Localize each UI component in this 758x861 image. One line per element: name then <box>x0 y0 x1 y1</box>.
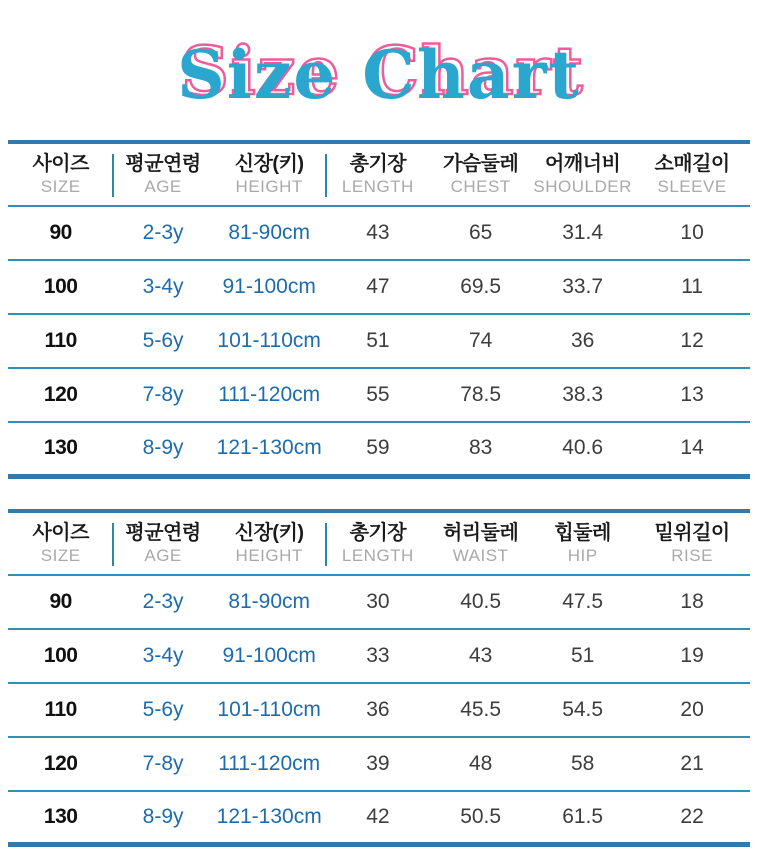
column-header-age <box>113 511 212 575</box>
cell-chest: 65 <box>468 221 493 244</box>
column-label-english: SIZE <box>40 177 81 196</box>
cell-length: 59 <box>366 436 390 460</box>
column-header-shoulder <box>531 142 634 206</box>
table-row-size-110 <box>8 314 750 368</box>
cell-waist: 50.5 <box>460 804 502 828</box>
column-header-size <box>8 142 113 206</box>
cell-length: 36 <box>366 697 390 721</box>
table-row-size-110 <box>8 683 750 737</box>
cell-hip: 58 <box>570 751 595 775</box>
cell-waist: 45.5 <box>460 697 502 721</box>
column-label-korean: 총기장 <box>349 521 407 544</box>
cell-rise: 19 <box>680 643 704 667</box>
cell-length: 55 <box>366 383 390 406</box>
cell-chest: 69.5 <box>460 275 502 298</box>
column-label-korean: 소매길이 <box>654 153 730 175</box>
cell-age: 2-3y <box>142 589 184 613</box>
cell-size: 100 <box>43 643 78 667</box>
header-row <box>8 511 750 575</box>
cell-hip: 51 <box>570 643 595 667</box>
cell-waist: 48 <box>468 751 493 775</box>
column-label-korean: 밑위길이 <box>654 521 730 544</box>
table-row-size-120 <box>8 368 750 422</box>
column-label-english: LENGTH <box>341 545 414 565</box>
cell-age: 7-8y <box>142 383 184 406</box>
column-label-english: AGE <box>144 545 182 565</box>
column-label-english: CHEST <box>450 177 511 196</box>
column-label-korean: 평균연령 <box>125 521 201 544</box>
column-header-height <box>213 142 326 206</box>
cell-height: 111-120cm <box>218 383 321 406</box>
column-label-korean: 가슴둘레 <box>442 153 519 175</box>
column-label-english: SIZE <box>40 545 81 565</box>
cell-length: 42 <box>366 804 390 828</box>
page-title: Size Chart Size Chart <box>177 42 581 108</box>
cell-age: 8-9y <box>142 804 184 828</box>
cell-hip: 47.5 <box>562 589 604 613</box>
cell-hip: 61.5 <box>562 804 604 828</box>
table-row-size-90 <box>8 575 750 629</box>
cell-rise: 22 <box>680 804 704 828</box>
column-label-korean: 사이즈 <box>32 153 89 175</box>
column-header-length <box>326 511 431 575</box>
table-row-size-100 <box>8 629 750 683</box>
cell-size: 130 <box>43 436 78 460</box>
cell-length: 39 <box>366 751 390 775</box>
cell-shoulder: 36 <box>570 329 595 352</box>
table-row-size-130 <box>8 791 750 845</box>
cell-size: 110 <box>44 697 77 721</box>
cell-height: 81-90cm <box>228 589 311 613</box>
cell-sleeve: 13 <box>680 383 704 406</box>
column-label-korean: 평균연령 <box>125 153 201 175</box>
cell-chest: 83 <box>468 436 493 460</box>
cell-height: 101-110cm <box>217 329 321 352</box>
size-tables <box>0 140 758 847</box>
column-label-korean: 신장(키) <box>234 521 304 544</box>
column-label-english: RISE <box>671 545 713 565</box>
column-label-korean: 총기장 <box>349 153 407 175</box>
cell-age: 3-4y <box>142 275 184 298</box>
cell-height: 91-100cm <box>222 275 316 298</box>
cell-rise: 21 <box>680 751 704 775</box>
bottoms-size-table <box>8 509 750 848</box>
cell-age: 2-3y <box>142 221 184 244</box>
cell-size: 130 <box>43 804 78 828</box>
cell-length: 51 <box>366 329 390 352</box>
column-label-english: HEIGHT <box>235 545 303 565</box>
column-header-size <box>8 511 113 575</box>
cell-size: 100 <box>43 275 78 298</box>
cell-height: 101-110cm <box>217 697 321 721</box>
column-header-age <box>113 142 212 206</box>
cell-age: 5-6y <box>142 329 184 352</box>
table-row-size-120 <box>8 737 750 791</box>
cell-length: 43 <box>366 221 390 244</box>
column-label-english: HIP <box>567 545 598 565</box>
cell-height: 91-100cm <box>222 643 316 667</box>
table-row-size-90 <box>8 206 750 260</box>
cell-size: 90 <box>49 221 72 244</box>
cell-sleeve: 11 <box>681 275 703 298</box>
cell-sleeve: 10 <box>680 221 704 244</box>
column-header-length <box>326 142 431 206</box>
column-header-sleeve <box>634 142 750 206</box>
cell-height: 81-90cm <box>228 221 311 244</box>
cell-age: 5-6y <box>142 697 184 721</box>
column-header-waist <box>430 511 531 575</box>
cell-chest: 74 <box>468 329 493 352</box>
column-header-height <box>213 511 326 575</box>
column-header-chest <box>430 142 531 206</box>
cell-shoulder: 33.7 <box>562 275 604 298</box>
cell-size: 120 <box>43 751 78 775</box>
cell-age: 8-9y <box>142 436 184 460</box>
column-header-rise <box>634 511 750 575</box>
cell-size: 110 <box>44 329 77 352</box>
column-label-english: LENGTH <box>341 177 414 196</box>
cell-height: 121-130cm <box>216 436 322 460</box>
cell-length: 30 <box>366 589 390 613</box>
cell-size: 90 <box>49 589 72 613</box>
table-row-size-100 <box>8 260 750 314</box>
cell-rise: 20 <box>680 697 704 721</box>
column-label-english: WAIST <box>452 545 509 565</box>
column-label-english: AGE <box>144 177 182 196</box>
cell-height: 121-130cm <box>216 804 322 828</box>
header-row <box>8 142 750 206</box>
cell-sleeve: 12 <box>680 329 704 352</box>
cell-shoulder: 38.3 <box>562 383 604 406</box>
column-label-english: SHOULDER <box>533 177 632 196</box>
cell-chest: 78.5 <box>460 383 502 406</box>
column-label-english: HEIGHT <box>235 177 303 196</box>
column-label-korean: 사이즈 <box>32 521 89 544</box>
column-label-korean: 어깨너비 <box>545 153 621 175</box>
table-gap <box>8 479 750 509</box>
cell-hip: 54.5 <box>562 697 604 721</box>
cell-length: 47 <box>366 275 390 298</box>
cell-waist: 40.5 <box>460 589 502 613</box>
column-label-korean: 힙둘레 <box>554 521 611 544</box>
cell-age: 7-8y <box>142 751 184 775</box>
cell-age: 3-4y <box>142 643 184 667</box>
cell-height: 111-120cm <box>218 751 321 775</box>
cell-size: 120 <box>43 383 78 406</box>
column-label-korean: 신장(키) <box>234 153 304 175</box>
column-label-korean: 허리둘레 <box>442 521 519 544</box>
column-label-english: SLEEVE <box>657 177 727 196</box>
column-header-hip <box>531 511 634 575</box>
cell-rise: 18 <box>680 589 704 613</box>
table-row-size-130 <box>8 422 750 476</box>
title-area <box>0 0 758 140</box>
cell-length: 33 <box>366 643 390 667</box>
cell-shoulder: 31.4 <box>562 221 604 244</box>
cell-waist: 43 <box>468 643 493 667</box>
cell-shoulder: 40.6 <box>562 436 604 460</box>
tops-size-table <box>8 140 750 479</box>
cell-sleeve: 14 <box>680 436 704 460</box>
